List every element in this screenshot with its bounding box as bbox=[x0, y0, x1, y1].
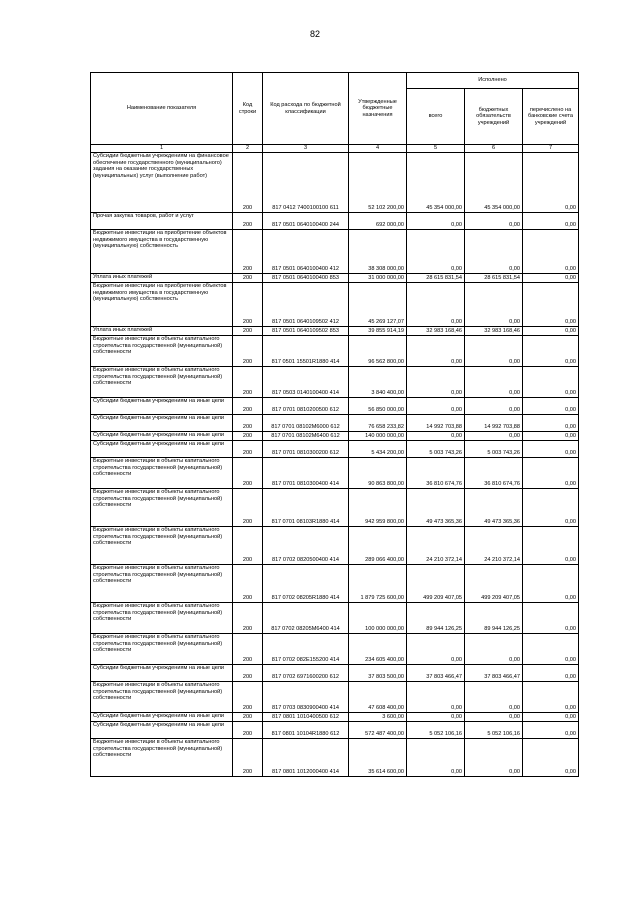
row-name: Субсидии бюджетным учреждениям на иные цели bbox=[91, 665, 233, 682]
row-total: 0,00 bbox=[407, 398, 465, 415]
row-name: Бюджетные инвестиции в объекты капитального строительства государственной (муниципальной) собственности bbox=[91, 489, 233, 527]
row-expense-code: 817 0702 0820500400 414 bbox=[263, 527, 349, 565]
row-approved: 31 000 000,00 bbox=[349, 274, 407, 283]
row-total: 89 944 126,25 bbox=[407, 603, 465, 634]
row-transferred: 0,00 bbox=[523, 398, 579, 415]
row-approved: 692 000,00 bbox=[349, 213, 407, 230]
row-expense-code: 817 0501 15501R1880 414 bbox=[263, 336, 349, 367]
row-approved: 234 605 400,00 bbox=[349, 634, 407, 665]
row-expense-code: 817 0501 0640100400 244 bbox=[263, 213, 349, 230]
row-line-code: 200 bbox=[233, 441, 263, 458]
row-obligations: 0,00 bbox=[465, 367, 523, 398]
row-line-code: 200 bbox=[233, 713, 263, 722]
row-total: 24 210 372,14 bbox=[407, 527, 465, 565]
row-expense-code: 817 0501 0640109502 853 bbox=[263, 327, 349, 336]
row-total: 0,00 bbox=[407, 432, 465, 441]
row-approved: 3 600,00 bbox=[349, 713, 407, 722]
table-row bbox=[91, 527, 579, 565]
table-row bbox=[91, 489, 579, 527]
header-name: Наименование показателя bbox=[91, 73, 233, 145]
row-approved: 76 658 233,82 bbox=[349, 415, 407, 432]
row-name: Бюджетные инвестиции в объекты капитального строительства государственной (муниципальной) собственности bbox=[91, 682, 233, 713]
row-expense-code: 817 0701 0810300200 612 bbox=[263, 441, 349, 458]
row-transferred: 0,00 bbox=[523, 367, 579, 398]
row-obligations: 89 944 126,25 bbox=[465, 603, 523, 634]
row-name: Субсидии бюджетным учреждениям на иные цели bbox=[91, 398, 233, 415]
row-line-code: 200 bbox=[233, 327, 263, 336]
row-obligations: 37 803 466,47 bbox=[465, 665, 523, 682]
row-line-code: 200 bbox=[233, 336, 263, 367]
row-total: 45 354 000,00 bbox=[407, 153, 465, 213]
row-transferred: 0,00 bbox=[523, 713, 579, 722]
row-total: 0,00 bbox=[407, 682, 465, 713]
row-expense-code: 817 0501 0640100400 853 bbox=[263, 274, 349, 283]
header-approved: Утвержденные бюджетные назначения bbox=[349, 73, 407, 145]
row-obligations: 49 473 365,36 bbox=[465, 489, 523, 527]
row-approved: 100 000 000,00 bbox=[349, 603, 407, 634]
row-approved: 45 269 127,07 bbox=[349, 283, 407, 327]
column-number: 1 bbox=[91, 145, 233, 153]
row-approved: 38 308 000,00 bbox=[349, 230, 407, 274]
row-name: Субсидии бюджетным учреждениям на финансовое обеспечение государственного (муниципального) задания на оказание государственных (муниципальных) услуг (выполнение работ) bbox=[91, 153, 233, 213]
table-row bbox=[91, 441, 579, 458]
row-expense-code: 817 0702 08205R1880 414 bbox=[263, 565, 349, 603]
row-name: Бюджетные инвестиции в объекты капитального строительства государственной (муниципальной) собственности bbox=[91, 739, 233, 777]
row-transferred: 0,00 bbox=[523, 432, 579, 441]
row-transferred: 0,00 bbox=[523, 722, 579, 739]
row-name: Субсидии бюджетным учреждениям на иные цели bbox=[91, 432, 233, 441]
row-approved: 3 840 400,00 bbox=[349, 367, 407, 398]
report-table bbox=[90, 72, 579, 777]
row-expense-code: 817 0701 0810200500 612 bbox=[263, 398, 349, 415]
row-total: 28 615 831,54 bbox=[407, 274, 465, 283]
row-obligations: 32 983 168,46 bbox=[465, 327, 523, 336]
row-line-code: 200 bbox=[233, 367, 263, 398]
row-approved: 5 434 200,00 bbox=[349, 441, 407, 458]
row-expense-code: 817 0702 082E155200 414 bbox=[263, 634, 349, 665]
row-expense-code: 817 0701 08102M6000 612 bbox=[263, 415, 349, 432]
row-approved: 39 855 914,19 bbox=[349, 327, 407, 336]
table-row bbox=[91, 432, 579, 441]
table-row bbox=[91, 415, 579, 432]
row-total: 14 992 703,88 bbox=[407, 415, 465, 432]
row-transferred: 0,00 bbox=[523, 665, 579, 682]
row-line-code: 200 bbox=[233, 274, 263, 283]
row-approved: 140 000 000,00 bbox=[349, 432, 407, 441]
row-approved: 37 803 500,00 bbox=[349, 665, 407, 682]
table-row bbox=[91, 367, 579, 398]
row-name: Бюджетные инвестиции на приобретение объектов недвижимого имущества в государственную (муниципальную) собственность bbox=[91, 230, 233, 274]
row-line-code: 200 bbox=[233, 283, 263, 327]
row-expense-code: 817 0801 1010400500 612 bbox=[263, 713, 349, 722]
row-approved: 52 102 200,00 bbox=[349, 153, 407, 213]
table-row bbox=[91, 230, 579, 274]
row-obligations: 0,00 bbox=[465, 739, 523, 777]
row-name: Бюджетные инвестиции в объекты капитального строительства государственной (муниципальной) собственности bbox=[91, 603, 233, 634]
column-number: 4 bbox=[349, 145, 407, 153]
row-total: 0,00 bbox=[407, 367, 465, 398]
row-line-code: 200 bbox=[233, 230, 263, 274]
header-obligations: бюджетных обязательств учреждений bbox=[465, 89, 523, 145]
row-total: 0,00 bbox=[407, 634, 465, 665]
row-approved: 90 863 800,00 bbox=[349, 458, 407, 489]
row-name: Бюджетные инвестиции в объекты капитального строительства государственной (муниципальной) собственности bbox=[91, 367, 233, 398]
row-obligations: 0,00 bbox=[465, 398, 523, 415]
row-name: Субсидии бюджетным учреждениям на иные цели bbox=[91, 722, 233, 739]
row-line-code: 200 bbox=[233, 415, 263, 432]
column-number: 6 bbox=[465, 145, 523, 153]
column-number: 2 bbox=[233, 145, 263, 153]
header-transferred: перечислено на банковские счета учреждений bbox=[523, 89, 579, 145]
table-row bbox=[91, 213, 579, 230]
row-name: Бюджетные инвестиции в объекты капитального строительства государственной (муниципальной) собственности bbox=[91, 336, 233, 367]
row-total: 49 473 365,36 bbox=[407, 489, 465, 527]
row-transferred: 0,00 bbox=[523, 230, 579, 274]
row-total: 0,00 bbox=[407, 739, 465, 777]
row-expense-code: 817 0702 08205M6400 414 bbox=[263, 603, 349, 634]
row-name: Прочая закупка товаров, работ и услуг bbox=[91, 213, 233, 230]
row-name: Уплата иных платежей bbox=[91, 327, 233, 336]
table-row bbox=[91, 634, 579, 665]
row-transferred: 0,00 bbox=[523, 565, 579, 603]
row-total: 32 983 168,46 bbox=[407, 327, 465, 336]
row-name: Бюджетные инвестиции в объекты капитального строительства государственной (муниципальной) собственности bbox=[91, 565, 233, 603]
row-total: 0,00 bbox=[407, 713, 465, 722]
row-transferred: 0,00 bbox=[523, 415, 579, 432]
table-row bbox=[91, 153, 579, 213]
row-obligations: 0,00 bbox=[465, 682, 523, 713]
row-expense-code: 817 0702 6971600200 612 bbox=[263, 665, 349, 682]
row-transferred: 0,00 bbox=[523, 634, 579, 665]
header-expense-code: Код расхода по бюджетной классификации bbox=[263, 73, 349, 145]
table-row bbox=[91, 665, 579, 682]
row-obligations: 36 810 674,76 bbox=[465, 458, 523, 489]
row-obligations: 28 615 831,54 bbox=[465, 274, 523, 283]
row-total: 0,00 bbox=[407, 336, 465, 367]
table-row bbox=[91, 458, 579, 489]
column-number: 7 bbox=[523, 145, 579, 153]
row-transferred: 0,00 bbox=[523, 283, 579, 327]
row-transferred: 0,00 bbox=[523, 441, 579, 458]
row-total: 36 810 674,76 bbox=[407, 458, 465, 489]
row-total: 0,00 bbox=[407, 213, 465, 230]
row-obligations: 45 354 000,00 bbox=[465, 153, 523, 213]
row-expense-code: 817 0801 10104R1880 612 bbox=[263, 722, 349, 739]
row-expense-code: 817 0703 0830900400 414 bbox=[263, 682, 349, 713]
row-approved: 35 614 600,00 bbox=[349, 739, 407, 777]
row-expense-code: 817 0701 0810300400 414 bbox=[263, 458, 349, 489]
row-transferred: 0,00 bbox=[523, 489, 579, 527]
row-approved: 56 850 000,00 bbox=[349, 398, 407, 415]
row-total: 0,00 bbox=[407, 283, 465, 327]
row-total: 5 003 743,26 bbox=[407, 441, 465, 458]
row-obligations: 5 052 106,16 bbox=[465, 722, 523, 739]
table-header bbox=[91, 73, 579, 153]
row-obligations: 0,00 bbox=[465, 634, 523, 665]
row-line-code: 200 bbox=[233, 398, 263, 415]
row-obligations: 0,00 bbox=[465, 336, 523, 367]
table-row bbox=[91, 398, 579, 415]
row-line-code: 200 bbox=[233, 665, 263, 682]
row-transferred: 0,00 bbox=[523, 153, 579, 213]
row-name: Уплата иных платежей bbox=[91, 274, 233, 283]
header-total: всего bbox=[407, 89, 465, 145]
table-row bbox=[91, 722, 579, 739]
table-row bbox=[91, 283, 579, 327]
row-approved: 47 608 400,00 bbox=[349, 682, 407, 713]
row-expense-code: 817 0501 0640100400 412 bbox=[263, 230, 349, 274]
row-total: 37 803 466,47 bbox=[407, 665, 465, 682]
row-obligations: 0,00 bbox=[465, 713, 523, 722]
column-number: 3 bbox=[263, 145, 349, 153]
row-expense-code: 817 0801 1012000400 414 bbox=[263, 739, 349, 777]
row-approved: 942 959 800,00 bbox=[349, 489, 407, 527]
row-obligations: 0,00 bbox=[465, 283, 523, 327]
row-approved: 96 562 800,00 bbox=[349, 336, 407, 367]
row-line-code: 200 bbox=[233, 722, 263, 739]
table-row bbox=[91, 739, 579, 777]
row-transferred: 0,00 bbox=[523, 527, 579, 565]
row-line-code: 200 bbox=[233, 458, 263, 489]
row-transferred: 0,00 bbox=[523, 458, 579, 489]
header-executed: Исполнено bbox=[407, 73, 579, 89]
row-line-code: 200 bbox=[233, 603, 263, 634]
row-obligations: 499 209 407,05 bbox=[465, 565, 523, 603]
row-transferred: 0,00 bbox=[523, 327, 579, 336]
row-line-code: 200 bbox=[233, 565, 263, 603]
row-transferred: 0,00 bbox=[523, 274, 579, 283]
row-line-code: 200 bbox=[233, 489, 263, 527]
row-transferred: 0,00 bbox=[523, 739, 579, 777]
table-row bbox=[91, 327, 579, 336]
row-expense-code: 817 0503 0140100400 414 bbox=[263, 367, 349, 398]
row-name: Бюджетные инвестиции на приобретение объектов недвижимого имущества в государственную (муниципальную) собственность bbox=[91, 283, 233, 327]
row-expense-code: 817 0701 08102M6400 612 bbox=[263, 432, 349, 441]
row-obligations: 14 992 703,88 bbox=[465, 415, 523, 432]
table-row bbox=[91, 603, 579, 634]
row-name: Бюджетные инвестиции в объекты капитального строительства государственной (муниципальной) собственности bbox=[91, 458, 233, 489]
row-line-code: 200 bbox=[233, 739, 263, 777]
row-transferred: 0,00 bbox=[523, 603, 579, 634]
table-row bbox=[91, 682, 579, 713]
table-row bbox=[91, 565, 579, 603]
row-approved: 289 066 400,00 bbox=[349, 527, 407, 565]
row-obligations: 0,00 bbox=[465, 230, 523, 274]
row-name: Субсидии бюджетным учреждениям на иные цели bbox=[91, 441, 233, 458]
page-number: 82 bbox=[309, 29, 320, 39]
row-total: 5 052 106,16 bbox=[407, 722, 465, 739]
row-obligations: 5 003 743,26 bbox=[465, 441, 523, 458]
row-approved: 1 879 725 600,00 bbox=[349, 565, 407, 603]
row-line-code: 200 bbox=[233, 213, 263, 230]
header-line-code: Код строки bbox=[233, 73, 263, 145]
row-obligations: 24 210 372,14 bbox=[465, 527, 523, 565]
row-line-code: 200 bbox=[233, 432, 263, 441]
row-line-code: 200 bbox=[233, 527, 263, 565]
row-total: 499 209 407,05 bbox=[407, 565, 465, 603]
table-row bbox=[91, 713, 579, 722]
row-expense-code: 817 0501 0640109502 412 bbox=[263, 283, 349, 327]
row-expense-code: 817 0412 7400100100 611 bbox=[263, 153, 349, 213]
row-transferred: 0,00 bbox=[523, 213, 579, 230]
table-body bbox=[91, 153, 579, 777]
row-line-code: 200 bbox=[233, 634, 263, 665]
row-approved: 572 487 400,00 bbox=[349, 722, 407, 739]
row-line-code: 200 bbox=[233, 682, 263, 713]
row-expense-code: 817 0701 08103R1880 414 bbox=[263, 489, 349, 527]
table-row bbox=[91, 336, 579, 367]
row-transferred: 0,00 bbox=[523, 336, 579, 367]
row-obligations: 0,00 bbox=[465, 213, 523, 230]
row-name: Бюджетные инвестиции в объекты капитального строительства государственной (муниципальной) собственности bbox=[91, 634, 233, 665]
row-transferred: 0,00 bbox=[523, 682, 579, 713]
table-row bbox=[91, 274, 579, 283]
row-total: 0,00 bbox=[407, 230, 465, 274]
row-name: Бюджетные инвестиции в объекты капитального строительства государственной (муниципальной) собственности bbox=[91, 527, 233, 565]
row-name: Субсидии бюджетным учреждениям на иные цели bbox=[91, 713, 233, 722]
column-number-row bbox=[91, 145, 579, 153]
row-obligations: 0,00 bbox=[465, 432, 523, 441]
row-name: Субсидии бюджетным учреждениям на иные цели bbox=[91, 415, 233, 432]
row-line-code: 200 bbox=[233, 153, 263, 213]
column-number: 5 bbox=[407, 145, 465, 153]
